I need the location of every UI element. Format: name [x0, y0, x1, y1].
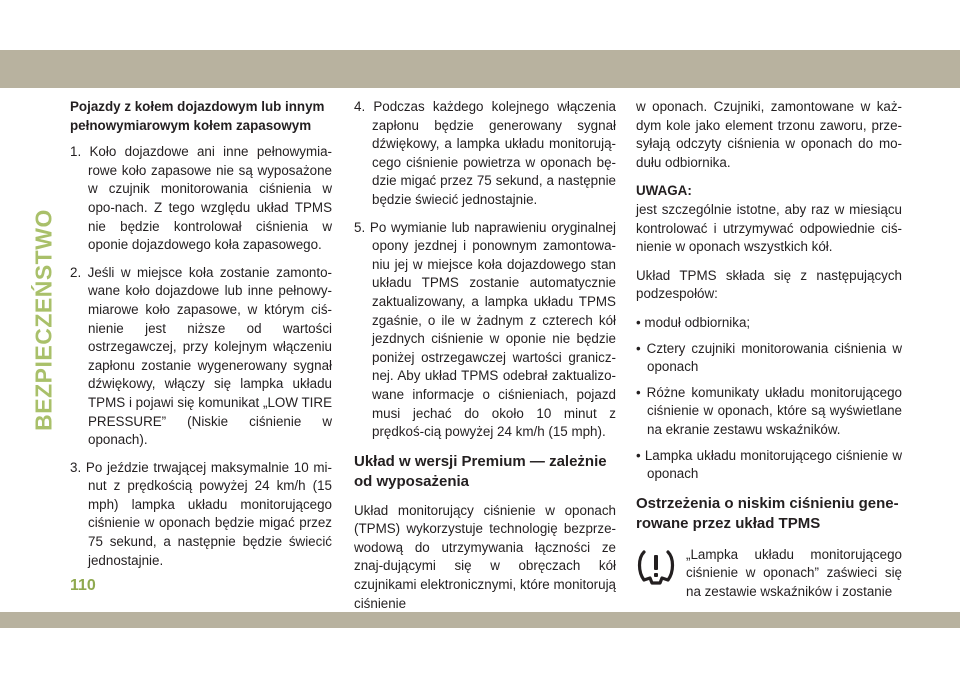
heading-low-pressure-warnings: Ostrzeżenia o niskim ciśnieniu gene-rowane przez układ TPMS: [636, 494, 899, 532]
tire-pressure-warning-icon: [636, 548, 686, 588]
list-item-4: 4. Podczas każdego kolejnego włączenia zapłonu będzie generowany sygnał dźwiękowy, a lampka układu monitorują-cego ciśnienie powietrza w oponach bę-dzie migać przez 75 sekund, a następnie będzie świecić jednostajnie.: [354, 99, 616, 207]
list-item-1: 1. Koło dojazdowe ani inne pełnowymia-rowe koło zapasowe nie są wyposażone w czujnik monitorowania ciśnienia w opo-nach. Z tego względu układ TPMS nie będzie kontrolował ciśnienia w oponie dojazdowego koła zapasowego.: [70, 144, 332, 253]
list-item-2: 2. Jeśli w miejsce koła zostanie zamonto-wane koło dojazdowe lub inne pełnowy-miarowe koło zapasowe, w którym ciś-nienie jest niższe od wartości ostrzegawczej, przy kolejnym włączeniu zapłonu zostanie wygenerowany sygnał dźwiękowy, włączy się lampka układu TPMS i pojawi się komunikat „LOW TIRE PRESSURE” (Niskie ciśnienie w oponach).: [70, 264, 332, 448]
warning-row: [636, 546, 902, 602]
warning-text: „Lampka układu monitorującego ciśnienie w oponach” zaświeci się na zestawie wskaźników i zostanie: [686, 546, 902, 599]
header-band: [0, 50, 960, 88]
column-2: [354, 98, 616, 623]
column-1: [70, 98, 332, 579]
note-label: UWAGA:: [636, 183, 692, 199]
heading-premium-system: Układ w wersji Premium — zależnie od wyposażenia: [354, 452, 607, 490]
bullet-item: • Cztery czujniki monitorowania ciśnienia w oponach: [636, 340, 902, 375]
page-number: 110: [70, 577, 96, 594]
subheading-spare-wheel: Pojazdy z kołem dojazdowym lub innym pełnowymiarowym kołem zapasowym: [70, 99, 325, 133]
column-3: [636, 98, 902, 601]
paragraph-sensors: w oponach. Czujniki, zamontowane w każ-dym kole jako element trzonu zaworu, prze-syłają odczyty ciśnienia w oponach do mo-dułu odbiornika.: [636, 99, 902, 170]
note-text: jest szczególnie istotne, aby raz w miesiącu kontrolować i utrzymywać odpowiednie ciś-nienie w oponach wszystkich kół.: [636, 201, 902, 255]
section-side-title: BEZPIECZEŃSTWO: [30, 209, 57, 431]
list-item-5: 5. Po wymianie lub naprawieniu oryginalnej opony jezdnej i ponownym zamontowa-niu jej w miejsce koła dojazdowego stan układu TPMS zostanie automatycznie zaktualizowany, a lampka układu TPMS zgaśnie, o ile w żadnym z czterech kół jezdnych ciśnienie w oponie nie będzie poniżej ostrzegawczej wartości granicz-nej. Aby układ TPMS odebrał zaktualizo-wane informacje o ciśnieniach, pojazd musi jechać do około 10 minut z prędkoś-cią powyżej 24 km/h (15 mph).: [354, 219, 616, 440]
paragraph-components: Układ TPMS składa się z następujących podzespołów:: [636, 267, 902, 302]
bullet-item: • moduł odbiornika;: [636, 314, 751, 330]
list-item-3: 3. Po jeździe trwającej maksymalnie 10 mi-nut z prędkością powyżej 24 km/h (15 mph) lampka układu monitorującego ciśnienie w oponach będzie migać przez 75 sekund, a następnie będzie świecić jednostajnie.: [70, 459, 332, 568]
bullet-item: • Lampka układu monitorującego ciśnienie w oponach: [636, 447, 902, 482]
bullet-item: • Różne komunikaty układu monitorującego ciśnienie w oponach, które są wyświetlane na ekranie zestawu wskaźników.: [636, 384, 902, 437]
paragraph-premium-intro: Układ monitorujący ciśnienie w oponach (TPMS) wykorzystuje technologię bezprze-wodową do utrzymywania łączności ze znaj-dującymi się w obręczach kół czujnikami elektronicznymi, które monitorują ciśnienie: [354, 502, 616, 611]
